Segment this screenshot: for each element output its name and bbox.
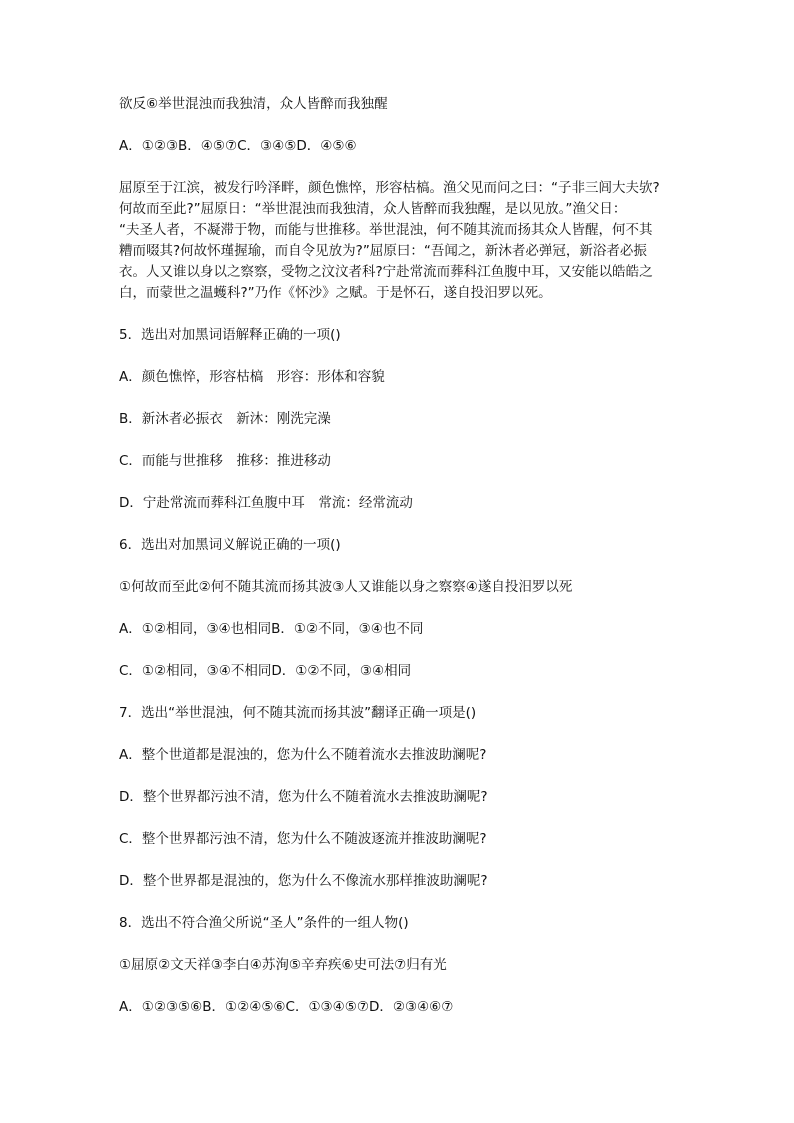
question-5-option-b: B．新沐者必振衣 新沐：刚洗完澡 bbox=[119, 411, 331, 427]
question-7-stem: 7．选出“举世混浊，何不随其流而扬其波”翻译正确一项是() bbox=[119, 705, 477, 721]
question-6-items: ①何故而至此②何不随其流而扬其波③人又谁能以身之察察④遂自投汨罗以死 bbox=[119, 579, 573, 595]
passage-line: 何故而至此?”屈原日：“举世混浊而我独清，众人皆醉而我独醒，是以见放。”渔父日： bbox=[119, 201, 627, 217]
question-5-option-a: A．颜色憔悴，形容枯槁 形容：形体和容貌 bbox=[119, 369, 385, 385]
passage-line: 白，而蒙世之温蠖科?”乃作《怀沙》之赋。于是怀石，遂自投汨罗以死。 bbox=[119, 285, 552, 301]
passage-line: 屈原至于江滨，被发行吟泽畔，颜色憔悴，形容枯槁。渔父见而问之曰：“子非三闾大夫欤? bbox=[119, 180, 660, 196]
passage-line: 糟而啜其?何故怀瑾握瑜，而自令见放为?”屈原曰：“吾闻之，新沐者必弹冠，新浴者必振 bbox=[119, 243, 647, 259]
question-6-options-ab: A．①②相同，③④也相同B．①②不同，③④也不同 bbox=[119, 621, 424, 637]
answer-options: A．①②③B．④⑤⑦C．③④⑤D．④⑤⑥ bbox=[119, 138, 357, 154]
question-5-option-c: C．而能与世推移 推移：推进移动 bbox=[119, 453, 331, 469]
option-line: 欲反⑥举世混浊而我独清，众人皆醉而我独醒 bbox=[119, 96, 388, 112]
question-6-stem: 6．选出对加黑词义解说正确的一项() bbox=[119, 537, 341, 553]
passage-line: 衣。人又谁以身以之察察，受物之汶汶者科?宁赴常流而葬科江鱼腹中耳，又安能以皓皓之 bbox=[119, 264, 653, 280]
question-7-option-d: D．整个世界都是混浊的，您为什么不像流水那样推波助澜呢? bbox=[119, 873, 488, 889]
passage bbox=[119, 178, 679, 304]
question-5-stem: 5．选出对加黑词语解释正确的一项() bbox=[119, 327, 341, 343]
passage-line: “夫圣人者，不凝滞于物，而能与世推移。举世混浊，何不随其流而扬其众人皆醒，何不其 bbox=[119, 222, 653, 238]
question-7-option-a: A．整个世道都是混浊的，您为什么不随着流水去推波助澜呢? bbox=[119, 747, 487, 763]
question-8-items: ①屈原②文天祥③李白④苏洵⑤辛弃疾⑥史可法⑦归有光 bbox=[119, 957, 447, 973]
question-7-option-c: C．整个世界都污浊不清，您为什么不随波逐流并推波助澜呢? bbox=[119, 831, 487, 847]
question-8-stem: 8．选出不符合渔父所说“圣人”条件的一组人物() bbox=[119, 915, 409, 931]
question-6-options-cd: C．①②相同，③④不相同D．①②不同，③④相同 bbox=[119, 663, 412, 679]
question-8-options: A．①②③⑤⑥B．①②④⑤⑥C．①③④⑤⑦D．②③④⑥⑦ bbox=[119, 999, 454, 1015]
document-page bbox=[119, 94, 679, 1018]
question-5-option-d: D．宁赴常流而葬科江鱼腹中耳 常流：经常流动 bbox=[119, 495, 413, 511]
question-7-option-d: D．整个世界都污浊不清，您为什么不随着流水去推波助澜呢? bbox=[119, 789, 488, 805]
